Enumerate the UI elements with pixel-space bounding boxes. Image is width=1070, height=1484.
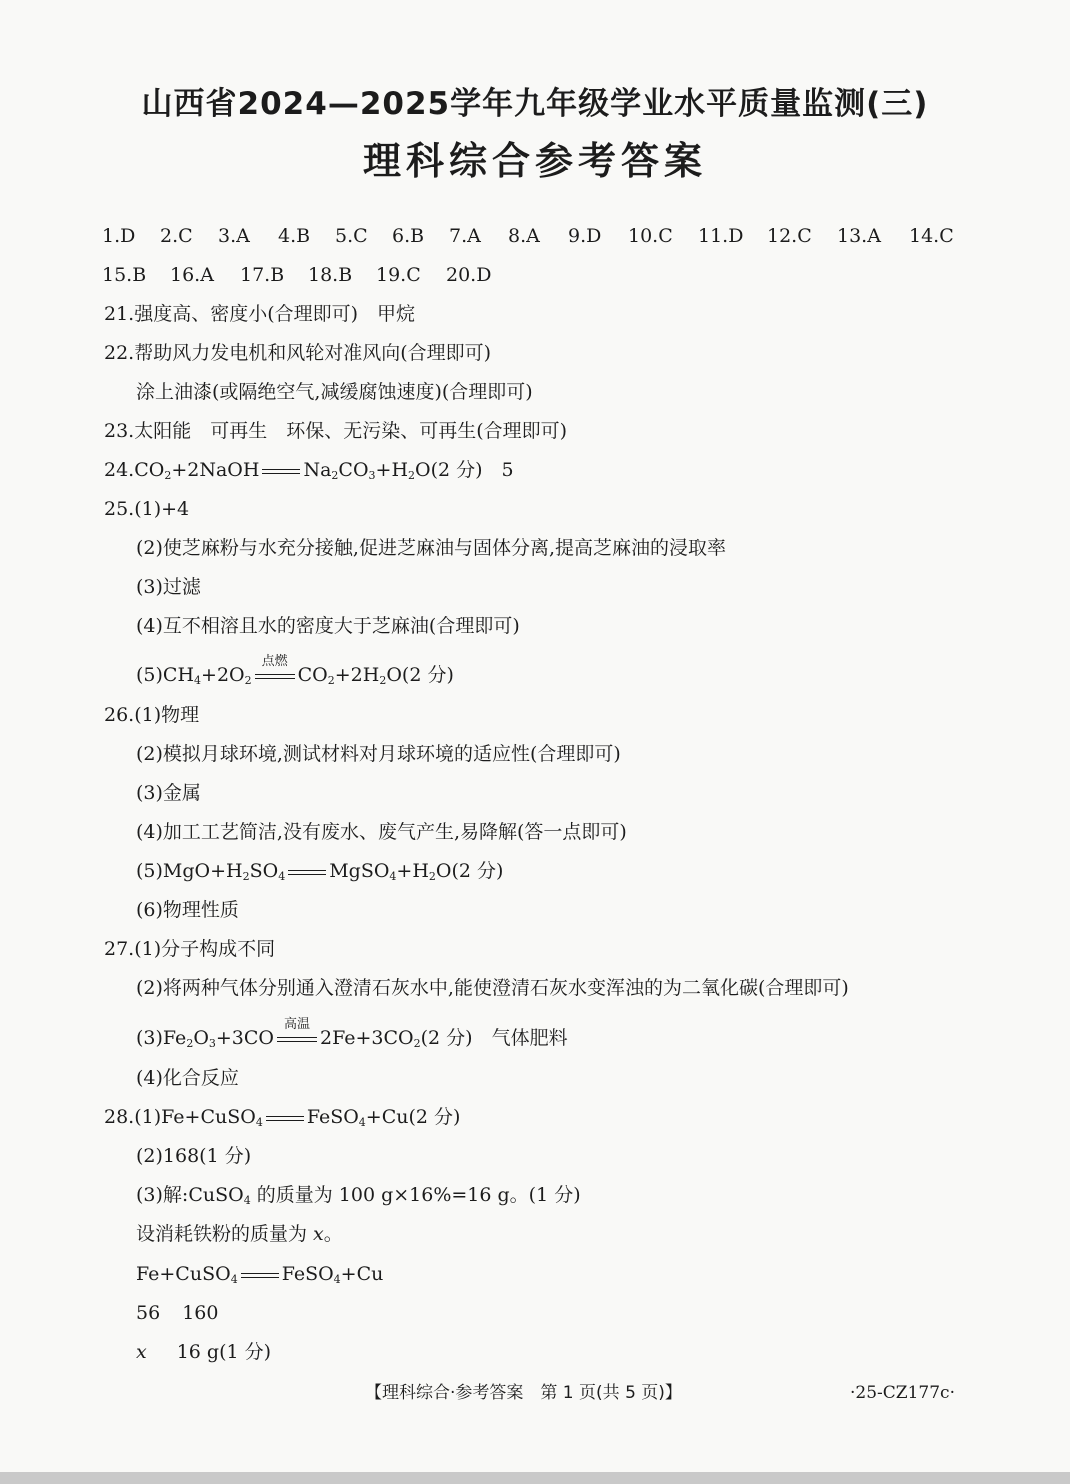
mc-answer: 4.B: [278, 225, 311, 247]
mc-answer: 8.A: [508, 225, 540, 247]
answer-27-2: (2)将两种气体分别通入澄清石灰水中,能使澄清石灰水变浑浊的为二氧化碳(合理即可): [136, 977, 849, 999]
answer-25: 25.(1)+4: [104, 498, 190, 520]
answer-22: 22.帮助风力发电机和风轮对准风向(合理即可): [104, 342, 492, 364]
page-footer: 【理科综合·参考答案 第 1 页(共 5 页)】: [365, 1383, 682, 1403]
answer-26-5-equation: $(5)MgO+H_2SO_4$ $MgSO_4+H_2O(2$ 分): [136, 860, 504, 883]
mc-answer: 11.D: [698, 225, 744, 247]
mc-answer: 12.C: [767, 225, 812, 247]
answer-28-ratio-row1: 56 160: [136, 1302, 219, 1324]
answer-28-assumption: 设消耗铁粉的质量为 x。: [136, 1223, 343, 1245]
mc-answer: 7.A: [449, 225, 481, 247]
answer-28-2: (2)168(1 分): [136, 1145, 252, 1167]
mc-answer: 6.B: [392, 225, 425, 247]
answer-26-2: (2)模拟月球环境,测试材料对月球环境的适应性(合理即可): [136, 743, 621, 765]
answer-28-equation: 28.(1)Fe+CuSO$_4$ FeSO$_4$+Cu(2 分): [104, 1106, 461, 1129]
answer-25-5-equation: $(5)CH_4+2O_2$ 点燃 $CO_2+2H_2O(2$ 分): [136, 653, 454, 687]
mc-answer: 3.A: [218, 225, 250, 247]
answer-26-4: (4)加工工艺简洁,没有废水、废气产生,易降解(答一点即可): [136, 821, 627, 843]
mc-answer: 2.C: [160, 225, 193, 247]
mc-answer: 18.B: [308, 264, 353, 286]
answer-26: 26.(1)物理: [104, 704, 200, 726]
document-code: ·25-CZ177c·: [850, 1383, 955, 1403]
answer-27-3-equation: $(3)Fe_2O_3+3CO$ 高温 $2Fe+3CO_2(2$ 分) 气体肥料: [136, 1016, 568, 1050]
answer-25-2: (2)使芝麻粉与水充分接触,促进芝麻油与固体分离,提高芝麻油的浸取率: [136, 537, 726, 559]
mc-answer: 13.A: [837, 225, 881, 247]
answer-23: 23.太阳能 可再生 环保、无污染、可再生(合理即可): [104, 420, 568, 442]
mc-answer: 16.A: [170, 264, 214, 286]
mc-answer: 17.B: [240, 264, 285, 286]
answer-28-ratio-row2: x 16 g(1 分): [136, 1341, 272, 1363]
mc-answer: 9.D: [568, 225, 602, 247]
answer-27: 27.(1)分子构成不同: [104, 938, 276, 960]
answer-26-6: (6)物理性质: [136, 899, 239, 921]
answer-27-4: (4)化合反应: [136, 1067, 239, 1089]
equals-sign: [241, 1273, 279, 1278]
answer-24-equation: $24.CO_2+2NaOH$ $Na_2CO_3+H_2O(2$ 分) 5: [104, 459, 514, 482]
mc-answer: 5.C: [335, 225, 368, 247]
answer-25-4: (4)互不相溶且水的密度大于芝麻油(合理即可): [136, 615, 520, 637]
equals-sign: [288, 870, 326, 875]
page-title-line2: 理科综合参考答案: [362, 139, 707, 183]
reaction-condition-sign: 高温: [277, 1037, 317, 1042]
answer-28-3: (3)解:CuSO$_4$ 的质量为 100 g×16%=16 g。(1 分): [136, 1184, 581, 1207]
mc-answer: 20.D: [446, 264, 492, 286]
mc-answer: 15.B: [102, 264, 147, 286]
page-title-line1: 山西省2024—2025学年九年级学业水平质量监测(三): [141, 86, 929, 122]
reaction-condition-sign: 点燃: [255, 674, 295, 679]
answer-25-3: (3)过滤: [136, 576, 201, 598]
page-bottom-edge: [0, 1472, 1070, 1484]
equals-sign: [262, 469, 300, 474]
equals-sign: [266, 1116, 304, 1121]
mc-answer: 1.D: [102, 225, 136, 247]
answer-28-reaction: Fe+CuSO$_4$ FeSO$_4$+Cu: [136, 1263, 384, 1286]
answer-26-3: (3)金属: [136, 782, 201, 804]
mc-answer: 10.C: [628, 225, 673, 247]
answer-22-line2: 涂上油漆(或隔绝空气,减缓腐蚀速度)(合理即可): [136, 381, 533, 403]
mc-answer: 14.C: [909, 225, 954, 247]
answer-21: 21.强度高、密度小(合理即可) 甲烷: [104, 303, 416, 325]
mc-answer: 19.C: [376, 264, 421, 286]
